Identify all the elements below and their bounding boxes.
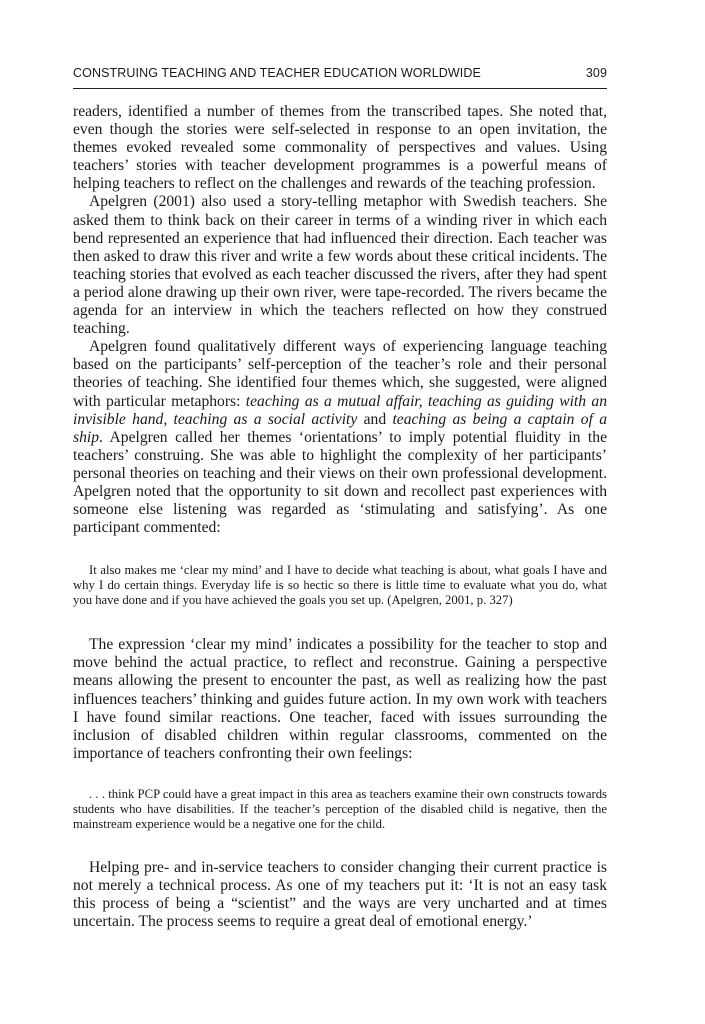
paragraph-3-text-b: . Apelgren called her themes ‘orientations’ to imply potential fluidity in the teachers’ construing. She was able to highlight the complexity of her participants’ personal theories on teaching and their views on their own professional development. Apelgren noted that the opportunity to sit down and recollect past experiences with someone else listening was regarded as ‘stimulating and satisfying’. As one participant commented: <box>73 428 607 537</box>
metaphor-captain: teaching as being a captain of a ship <box>73 410 608 446</box>
header-rule <box>73 88 607 89</box>
metaphor-list: teaching as a mutual affair, teaching as guiding with an invisible hand, teaching as a social activity <box>73 392 607 428</box>
block-quote-2: . . . think PCP could have a great impact in this area as teachers examine their own constructs towards students who have disabilities. If the teacher’s perception of the disabled child is negative, then the mainstream experience would be a negative one for the child. <box>73 786 607 831</box>
page-number: 309 <box>585 66 607 80</box>
paragraph-3-and: and <box>357 410 393 428</box>
paragraph-2: Apelgren (2001) also used a story-telling metaphor with Swedish teachers. She asked them to think back on their career in terms of a winding river in which each bend represented an experience that had influenced their direction. Each teacher was then asked to draw this river and write a few words about these critical incidents. The teaching stories that evolved as each teacher discussed the rivers, after they had spent a period alone drawing up their own river, were tape-recorded. The rivers became the agenda for an interview in which the teachers reflected on how they construed teaching. <box>73 193 607 338</box>
block-quote-1: It also makes me ‘clear my mind’ and I have to decide what teaching is about, what goals I have and why I do certain things. Everyday life is so hectic so there is little time to evaluate what you do, what you have done and if you have achieved the goals you set up. (Apelgren, 2001, p. 327) <box>73 563 607 608</box>
paragraph-3-text-a: Apelgren found qualitatively different ways of experiencing language teaching based on the participants’ self-perception of the teacher’s role and their personal theories of teaching. She identified four themes which, she suggested, were aligned with particular metaphors: <box>73 338 607 410</box>
paragraph-5: Helping pre- and in-service teachers to consider changing their current practice is not merely a technical process. As one of my teachers put it: ‘It is not an easy task this process of being a “scientist” and the ways are very uncharted and at times uncertain. The process seems to require a great deal of emotional energy.’ <box>73 858 607 931</box>
paragraph-4: The expression ‘clear my mind’ indicates a possibility for the teacher to stop and move behind the actual practice, to reflect and reconstrue. Gaining a perspective means allowing the present to encounter the past, as well as realizing how the past influences teachers’ thinking and guides future action. In my own work with teachers I have found similar reactions. One teacher, faced with issues surrounding the inclusion of disabled children within regular classrooms, commented on the importance of teachers confronting their own feelings: <box>73 636 607 762</box>
running-header <box>73 66 607 80</box>
paragraph-3 <box>73 338 607 537</box>
paragraph-1: readers, identified a number of themes from the transcribed tapes. She noted that, even though the stories were self-selected in response to an open invitation, the themes evoked revealed some commonality of perspectives and values. Using teachers’ stories with teacher development programmes is a powerful means of helping teachers to reflect on the challenges and rewards of the teaching profession. <box>73 103 607 193</box>
page-body <box>73 103 607 931</box>
running-title: CONSTRUING TEACHING AND TEACHER EDUCATION WORLDWIDE <box>73 66 481 80</box>
